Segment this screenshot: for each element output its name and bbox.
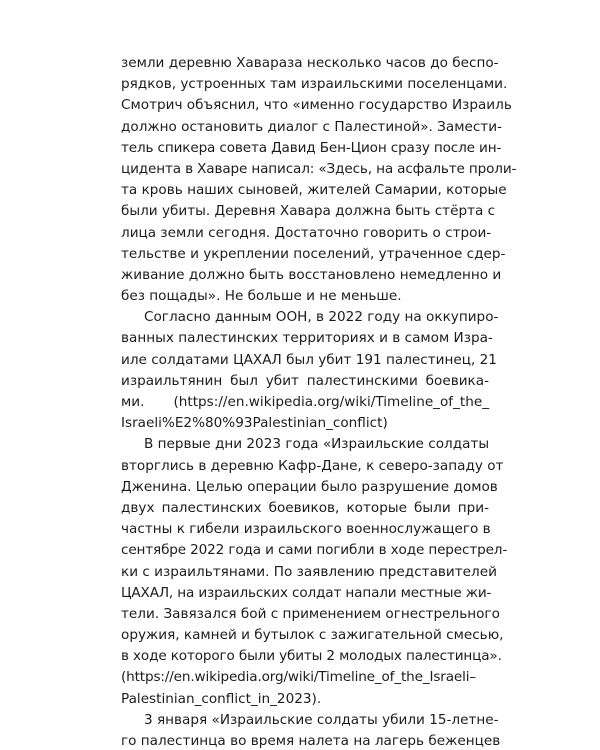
text-line: Дженина. Целью операции было разрушение домов bbox=[121, 478, 498, 495]
text-line: должно остановить диалог с Палестиной». Замести- bbox=[121, 118, 502, 135]
text-line: тели. Завязался бой с применением огнестрельного bbox=[121, 605, 500, 622]
text-line: частны к гибели израильского военнослужащего в bbox=[121, 521, 491, 538]
text-line: ки с израильтянами. По заявлению представителей bbox=[121, 563, 497, 580]
text-line: живание должно быть восстановлено немедленно и bbox=[121, 266, 502, 283]
text-line: та кровь наших сыновей, жителей Самарии, которые bbox=[121, 182, 507, 199]
text-line: были убиты. Деревня Хавара должна быть стёрта с bbox=[121, 203, 496, 220]
citation-link-line: Israeli%E2%80%93Palestinian_conflict) bbox=[121, 415, 388, 432]
text-line: вторглись в деревню Кафр-Дане, к северо-западу от bbox=[121, 457, 504, 474]
text-line: оружия, камней и бутылок с зажигательной смесью, bbox=[121, 627, 504, 644]
text-line: ванных палестинских территориях и в самом Изра- bbox=[121, 330, 493, 347]
text-line: ЦАХАЛ, на израильских солдат напали местные жи- bbox=[121, 584, 492, 601]
text-line: го палестинца во время налета на лагерь беженцев bbox=[121, 733, 501, 749]
text-line: иле солдатами ЦАХАЛ был убит 191 палестинец, 21 bbox=[121, 351, 497, 368]
citation-link-line: ми. (https://en.wikipedia.org/wiki/Timeline_of_the_ bbox=[121, 394, 489, 410]
text-line: цидента в Хаваре написал: «Здесь, на асфальте проли- bbox=[121, 160, 517, 177]
text-line: рядков, устроенных там израильскими поселенцами. bbox=[121, 76, 508, 93]
text-line: сентябре 2022 года и сами погибли в ходе перестрел- bbox=[121, 542, 508, 559]
citation-link-line: (https://en.wikipedia.org/wiki/Timeline_of_the_Israeli– bbox=[121, 669, 476, 686]
text-line: земли деревню Хавараза несколько часов до беспо- bbox=[121, 55, 499, 71]
paragraph-first-line: 3 января «Израильские солдаты убили 15-летне- bbox=[144, 711, 499, 728]
text-line: в ходе которого были убиты 2 молодых палестинца». bbox=[121, 648, 502, 665]
text-line: лица земли сегодня. Достаточно говорить о строи- bbox=[121, 224, 492, 241]
text-line: тель спикера совета Давид Бен-Цион сразу после ин- bbox=[121, 139, 502, 156]
text-line: Смотрич объяснил, что «именно государство Израиль bbox=[121, 97, 512, 114]
paragraph-first-line: В первые дни 2023 года «Израильские солдаты bbox=[144, 436, 490, 453]
paragraph-first-line: Согласно данным ООН, в 2022 году на оккупиро- bbox=[144, 309, 499, 326]
text-line: без пощады». Не больше и не меньше. bbox=[121, 288, 402, 305]
body-text bbox=[121, 53, 517, 750]
citation-link-line: Palestinian_conflict_in_2023). bbox=[121, 690, 322, 707]
text-line: тельстве и укреплении поселений, утраченное сдер- bbox=[121, 245, 506, 262]
text-line: израильтянин был убит палестинскими боевика- bbox=[121, 372, 489, 389]
text-line: двух палестинских боевиков, которые были при- bbox=[121, 499, 489, 516]
